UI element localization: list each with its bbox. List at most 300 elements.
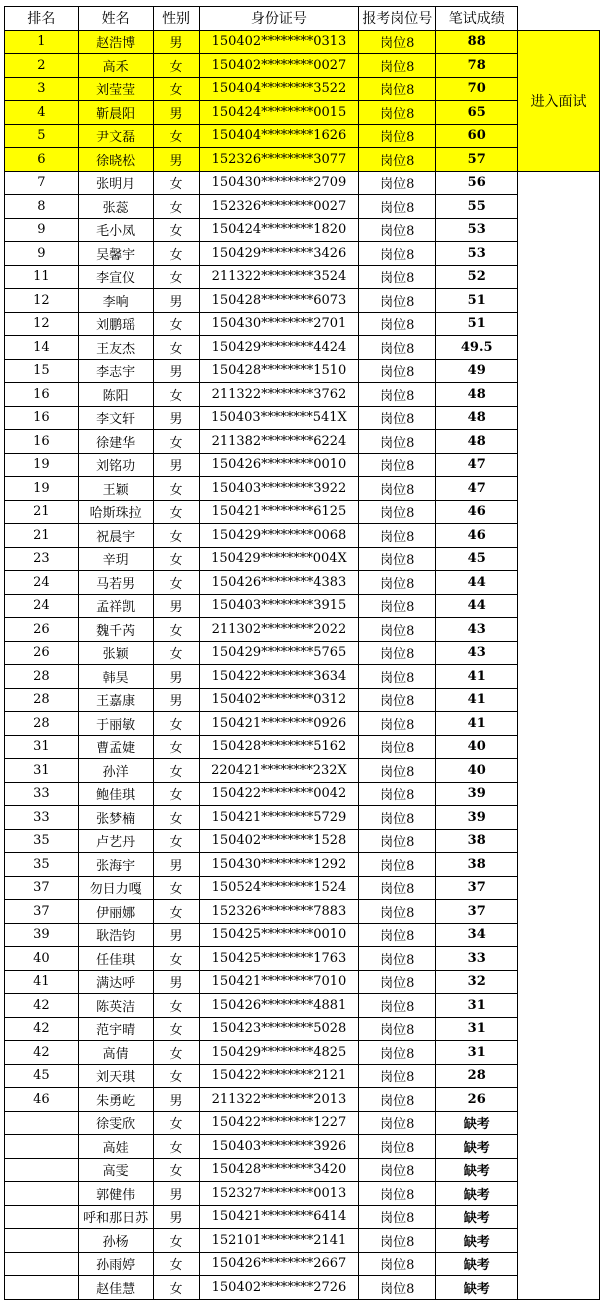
blank-cell	[518, 171, 600, 195]
cell-name: 刘鹏瑶	[78, 312, 153, 336]
cell-position: 岗位8	[359, 289, 436, 313]
cell-score: 51	[436, 312, 518, 336]
cell-position: 岗位8	[359, 806, 436, 830]
blank-cell	[518, 218, 600, 242]
table-row	[5, 970, 600, 994]
cell-position: 岗位8	[359, 688, 436, 712]
cell-score: 70	[436, 77, 518, 101]
blank-cell	[518, 336, 600, 360]
blank-cell	[518, 735, 600, 759]
cell-id-number: 150421********5729	[199, 806, 359, 830]
cell-score: 60	[436, 124, 518, 148]
table-row	[5, 1205, 600, 1229]
table-row	[5, 782, 600, 806]
cell-position: 岗位8	[359, 195, 436, 219]
cell-name: 刘铭功	[78, 453, 153, 477]
cell-name: 陈英洁	[78, 994, 153, 1018]
cell-id-number: 150402********2726	[199, 1276, 359, 1300]
cell-name: 李宣仪	[78, 265, 153, 289]
table-row	[5, 923, 600, 947]
table-row	[5, 477, 600, 501]
cell-rank: 45	[5, 1064, 79, 1088]
cell-name: 徐建华	[78, 430, 153, 454]
cell-gender: 女	[153, 265, 199, 289]
cell-score: 31	[436, 1017, 518, 1041]
table-row	[5, 759, 600, 783]
cell-name: 王嘉康	[78, 688, 153, 712]
blank-cell	[518, 594, 600, 618]
cell-id-number: 150425********1763	[199, 947, 359, 971]
table-row	[5, 876, 600, 900]
cell-score: 缺考	[436, 1111, 518, 1135]
cell-id-number: 150426********4383	[199, 571, 359, 595]
cell-gender: 男	[153, 30, 199, 54]
cell-position: 岗位8	[359, 1088, 436, 1112]
cell-name: 李志宇	[78, 359, 153, 383]
cell-rank	[5, 1111, 79, 1135]
cell-rank: 26	[5, 618, 79, 642]
cell-rank: 6	[5, 148, 79, 172]
cell-name: 李文轩	[78, 406, 153, 430]
cell-name: 朱勇屹	[78, 1088, 153, 1112]
table-row	[5, 829, 600, 853]
cell-position: 岗位8	[359, 453, 436, 477]
table-row	[5, 1229, 600, 1253]
cell-position: 岗位8	[359, 712, 436, 736]
cell-rank: 28	[5, 688, 79, 712]
table-row	[5, 242, 600, 266]
cell-rank: 7	[5, 171, 79, 195]
cell-gender: 男	[153, 1205, 199, 1229]
cell-name: 刘莹莹	[78, 77, 153, 101]
cell-score: 缺考	[436, 1182, 518, 1206]
cell-id-number: 150426********2667	[199, 1252, 359, 1276]
results-table	[4, 6, 600, 1300]
table-row	[5, 1276, 600, 1300]
cell-position: 岗位8	[359, 101, 436, 125]
cell-score: 51	[436, 289, 518, 313]
cell-name: 张蕊	[78, 195, 153, 219]
table-row	[5, 900, 600, 924]
cell-position: 岗位8	[359, 1135, 436, 1159]
header-row	[5, 7, 600, 31]
cell-score: 37	[436, 876, 518, 900]
cell-position: 岗位8	[359, 77, 436, 101]
cell-position: 岗位8	[359, 218, 436, 242]
cell-rank: 28	[5, 712, 79, 736]
blank-cell	[518, 1158, 600, 1182]
cell-id-number: 152326********0027	[199, 195, 359, 219]
cell-id-number: 211322********2013	[199, 1088, 359, 1112]
cell-id-number: 150430********2709	[199, 171, 359, 195]
table-row	[5, 524, 600, 548]
cell-id-number: 150421********7010	[199, 970, 359, 994]
cell-id-number: 150422********2121	[199, 1064, 359, 1088]
cell-name: 刘天琪	[78, 1064, 153, 1088]
cell-name: 于丽敏	[78, 712, 153, 736]
cell-name: 满达呼	[78, 970, 153, 994]
cell-id-number: 150428********5162	[199, 735, 359, 759]
blank-cell	[518, 524, 600, 548]
cell-position: 岗位8	[359, 1064, 436, 1088]
cell-id-number: 150426********4881	[199, 994, 359, 1018]
cell-rank: 9	[5, 242, 79, 266]
table-row	[5, 1064, 600, 1088]
cell-position: 岗位8	[359, 430, 436, 454]
blank-cell	[518, 1111, 600, 1135]
cell-id-number: 152101********2141	[199, 1229, 359, 1253]
cell-gender: 女	[153, 571, 199, 595]
blank-cell	[518, 1064, 600, 1088]
cell-rank: 19	[5, 477, 79, 501]
header-gender: 性别	[153, 7, 199, 31]
cell-gender: 女	[153, 171, 199, 195]
cell-id-number: 220421********232X	[199, 759, 359, 783]
cell-score: 41	[436, 688, 518, 712]
blank-cell	[518, 641, 600, 665]
cell-score: 56	[436, 171, 518, 195]
cell-gender: 女	[153, 430, 199, 454]
table-row	[5, 994, 600, 1018]
table-row	[5, 1041, 600, 1065]
cell-rank: 8	[5, 195, 79, 219]
cell-id-number: 152326********3077	[199, 148, 359, 172]
cell-name: 卢艺丹	[78, 829, 153, 853]
cell-name: 毛小凤	[78, 218, 153, 242]
cell-id-number: 150429********5765	[199, 641, 359, 665]
cell-score: 31	[436, 994, 518, 1018]
table-row	[5, 101, 600, 125]
blank-cell	[518, 853, 600, 877]
cell-name: 赵浩博	[78, 30, 153, 54]
cell-rank: 42	[5, 994, 79, 1018]
blank-cell	[518, 618, 600, 642]
cell-score: 缺考	[436, 1252, 518, 1276]
blank-cell	[518, 970, 600, 994]
blank-cell	[518, 289, 600, 313]
cell-position: 岗位8	[359, 923, 436, 947]
blank-cell	[518, 195, 600, 219]
cell-score: 41	[436, 665, 518, 689]
cell-rank: 1	[5, 30, 79, 54]
cell-rank: 37	[5, 876, 79, 900]
cell-position: 岗位8	[359, 618, 436, 642]
cell-position: 岗位8	[359, 947, 436, 971]
cell-score: 49	[436, 359, 518, 383]
cell-rank: 23	[5, 547, 79, 571]
cell-id-number: 150422********1227	[199, 1111, 359, 1135]
blank-cell	[518, 477, 600, 501]
cell-rank: 16	[5, 430, 79, 454]
cell-id-number: 150429********4424	[199, 336, 359, 360]
blank-cell	[518, 571, 600, 595]
cell-gender: 女	[153, 1041, 199, 1065]
cell-gender: 女	[153, 524, 199, 548]
blank-cell	[518, 829, 600, 853]
cell-position: 岗位8	[359, 641, 436, 665]
table-row	[5, 594, 600, 618]
cell-name: 勿日力嘎	[78, 876, 153, 900]
cell-name: 呼和那日苏	[78, 1205, 153, 1229]
cell-id-number: 150428********6073	[199, 289, 359, 313]
cell-gender: 女	[153, 994, 199, 1018]
table-row	[5, 1182, 600, 1206]
cell-rank: 3	[5, 77, 79, 101]
cell-position: 岗位8	[359, 54, 436, 78]
cell-name: 尹文磊	[78, 124, 153, 148]
cell-rank	[5, 1252, 79, 1276]
cell-name: 鲍佳琪	[78, 782, 153, 806]
blank-cell	[518, 806, 600, 830]
cell-id-number: 150404********3522	[199, 77, 359, 101]
cell-position: 岗位8	[359, 171, 436, 195]
cell-id-number: 150422********0042	[199, 782, 359, 806]
cell-position: 岗位8	[359, 1229, 436, 1253]
cell-gender: 女	[153, 806, 199, 830]
cell-score: 32	[436, 970, 518, 994]
cell-rank: 24	[5, 571, 79, 595]
cell-rank: 12	[5, 289, 79, 313]
table-row	[5, 641, 600, 665]
cell-name: 孙杨	[78, 1229, 153, 1253]
cell-rank: 33	[5, 806, 79, 830]
cell-rank	[5, 1158, 79, 1182]
cell-id-number: 150425********0010	[199, 923, 359, 947]
cell-gender: 女	[153, 1064, 199, 1088]
header-blank	[518, 7, 600, 31]
cell-rank: 31	[5, 759, 79, 783]
blank-cell	[518, 876, 600, 900]
cell-position: 岗位8	[359, 359, 436, 383]
cell-position: 岗位8	[359, 1111, 436, 1135]
cell-position: 岗位8	[359, 782, 436, 806]
cell-position: 岗位8	[359, 242, 436, 266]
cell-score: 33	[436, 947, 518, 971]
cell-gender: 男	[153, 970, 199, 994]
cell-name: 韩昊	[78, 665, 153, 689]
cell-position: 岗位8	[359, 477, 436, 501]
table-row	[5, 1088, 600, 1112]
cell-position: 岗位8	[359, 1041, 436, 1065]
header-name: 姓名	[78, 7, 153, 31]
cell-gender: 女	[153, 829, 199, 853]
cell-score: 28	[436, 1064, 518, 1088]
blank-cell	[518, 1017, 600, 1041]
cell-score: 39	[436, 782, 518, 806]
cell-position: 岗位8	[359, 970, 436, 994]
cell-score: 缺考	[436, 1276, 518, 1300]
cell-gender: 男	[153, 594, 199, 618]
cell-id-number: 150429********0068	[199, 524, 359, 548]
cell-id-number: 150429********3426	[199, 242, 359, 266]
cell-rank	[5, 1182, 79, 1206]
cell-score: 65	[436, 101, 518, 125]
cell-rank: 41	[5, 970, 79, 994]
cell-rank: 19	[5, 453, 79, 477]
cell-rank: 42	[5, 1041, 79, 1065]
blank-cell	[518, 406, 600, 430]
table-row	[5, 547, 600, 571]
cell-id-number: 150403********3922	[199, 477, 359, 501]
header-score: 笔试成绩	[436, 7, 518, 31]
table-row	[5, 1017, 600, 1041]
cell-name: 高雯	[78, 1158, 153, 1182]
cell-position: 岗位8	[359, 735, 436, 759]
cell-gender: 女	[153, 759, 199, 783]
cell-name: 吴馨宇	[78, 242, 153, 266]
cell-position: 岗位8	[359, 383, 436, 407]
cell-score: 43	[436, 641, 518, 665]
cell-position: 岗位8	[359, 759, 436, 783]
cell-id-number: 150404********1626	[199, 124, 359, 148]
cell-name: 张海宇	[78, 853, 153, 877]
table-row	[5, 712, 600, 736]
cell-gender: 女	[153, 876, 199, 900]
cell-id-number: 152327********0013	[199, 1182, 359, 1206]
cell-id-number: 211302********2022	[199, 618, 359, 642]
cell-rank: 40	[5, 947, 79, 971]
table-row	[5, 77, 600, 101]
blank-cell	[518, 1252, 600, 1276]
cell-name: 马若男	[78, 571, 153, 595]
cell-id-number: 150426********0010	[199, 453, 359, 477]
cell-name: 辛玥	[78, 547, 153, 571]
table-row	[5, 195, 600, 219]
cell-position: 岗位8	[359, 406, 436, 430]
cell-gender: 女	[153, 735, 199, 759]
cell-id-number: 150403********541X	[199, 406, 359, 430]
cell-gender: 女	[153, 477, 199, 501]
cell-rank: 35	[5, 829, 79, 853]
table-row	[5, 312, 600, 336]
cell-gender: 女	[153, 336, 199, 360]
cell-score: 43	[436, 618, 518, 642]
cell-gender: 女	[153, 712, 199, 736]
cell-name: 张明月	[78, 171, 153, 195]
cell-rank	[5, 1135, 79, 1159]
table-row	[5, 853, 600, 877]
cell-score: 缺考	[436, 1205, 518, 1229]
cell-id-number: 150403********3915	[199, 594, 359, 618]
cell-gender: 女	[153, 312, 199, 336]
cell-gender: 女	[153, 242, 199, 266]
blank-cell	[518, 1205, 600, 1229]
table-row	[5, 618, 600, 642]
cell-id-number: 150402********0027	[199, 54, 359, 78]
cell-name: 王颖	[78, 477, 153, 501]
cell-rank	[5, 1205, 79, 1229]
cell-gender: 男	[153, 148, 199, 172]
cell-score: 38	[436, 829, 518, 853]
blank-cell	[518, 547, 600, 571]
cell-position: 岗位8	[359, 1017, 436, 1041]
cell-gender: 女	[153, 782, 199, 806]
cell-id-number: 211322********3762	[199, 383, 359, 407]
cell-rank: 37	[5, 900, 79, 924]
cell-score: 46	[436, 500, 518, 524]
blank-cell	[518, 500, 600, 524]
cell-rank	[5, 1276, 79, 1300]
cell-name: 哈斯珠拉	[78, 500, 153, 524]
blank-cell	[518, 383, 600, 407]
cell-score: 46	[436, 524, 518, 548]
cell-name: 赵佳慧	[78, 1276, 153, 1300]
cell-gender: 男	[153, 853, 199, 877]
cell-position: 岗位8	[359, 1276, 436, 1300]
cell-name: 郭健伟	[78, 1182, 153, 1206]
cell-position: 岗位8	[359, 336, 436, 360]
cell-rank: 12	[5, 312, 79, 336]
cell-score: 41	[436, 712, 518, 736]
table-row	[5, 359, 600, 383]
cell-score: 40	[436, 735, 518, 759]
cell-gender: 女	[153, 900, 199, 924]
cell-name: 张颖	[78, 641, 153, 665]
cell-score: 34	[436, 923, 518, 947]
cell-gender: 男	[153, 289, 199, 313]
cell-id-number: 150424********1820	[199, 218, 359, 242]
cell-id-number: 150421********0926	[199, 712, 359, 736]
cell-position: 岗位8	[359, 1252, 436, 1276]
cell-name: 靳晨阳	[78, 101, 153, 125]
table-row	[5, 171, 600, 195]
table-row	[5, 430, 600, 454]
table-row	[5, 500, 600, 524]
cell-gender: 男	[153, 665, 199, 689]
cell-position: 岗位8	[359, 594, 436, 618]
cell-position: 岗位8	[359, 571, 436, 595]
header-position: 报考岗位号	[359, 7, 436, 31]
cell-gender: 女	[153, 618, 199, 642]
cell-id-number: 150402********0312	[199, 688, 359, 712]
blank-cell	[518, 265, 600, 289]
blank-cell	[518, 1182, 600, 1206]
cell-rank: 15	[5, 359, 79, 383]
cell-position: 岗位8	[359, 876, 436, 900]
cell-score: 缺考	[436, 1135, 518, 1159]
cell-score: 49.5	[436, 336, 518, 360]
blank-cell	[518, 1229, 600, 1253]
blank-cell	[518, 994, 600, 1018]
cell-gender: 女	[153, 1276, 199, 1300]
cell-score: 47	[436, 477, 518, 501]
cell-rank	[5, 1229, 79, 1253]
cell-id-number: 211382********6224	[199, 430, 359, 454]
cell-rank: 33	[5, 782, 79, 806]
table-row	[5, 406, 600, 430]
blank-cell	[518, 359, 600, 383]
blank-cell	[518, 242, 600, 266]
cell-name: 曹孟婕	[78, 735, 153, 759]
cell-score: 55	[436, 195, 518, 219]
blank-cell	[518, 1041, 600, 1065]
cell-position: 岗位8	[359, 994, 436, 1018]
cell-score: 88	[436, 30, 518, 54]
blank-cell	[518, 688, 600, 712]
cell-rank: 21	[5, 524, 79, 548]
blank-cell	[518, 759, 600, 783]
cell-rank: 2	[5, 54, 79, 78]
table-row	[5, 1252, 600, 1276]
cell-score: 45	[436, 547, 518, 571]
cell-gender: 女	[153, 195, 199, 219]
table-row	[5, 218, 600, 242]
cell-name: 高倩	[78, 1041, 153, 1065]
cell-score: 37	[436, 900, 518, 924]
cell-gender: 女	[153, 641, 199, 665]
cell-id-number: 150402********0313	[199, 30, 359, 54]
blank-cell	[518, 1135, 600, 1159]
